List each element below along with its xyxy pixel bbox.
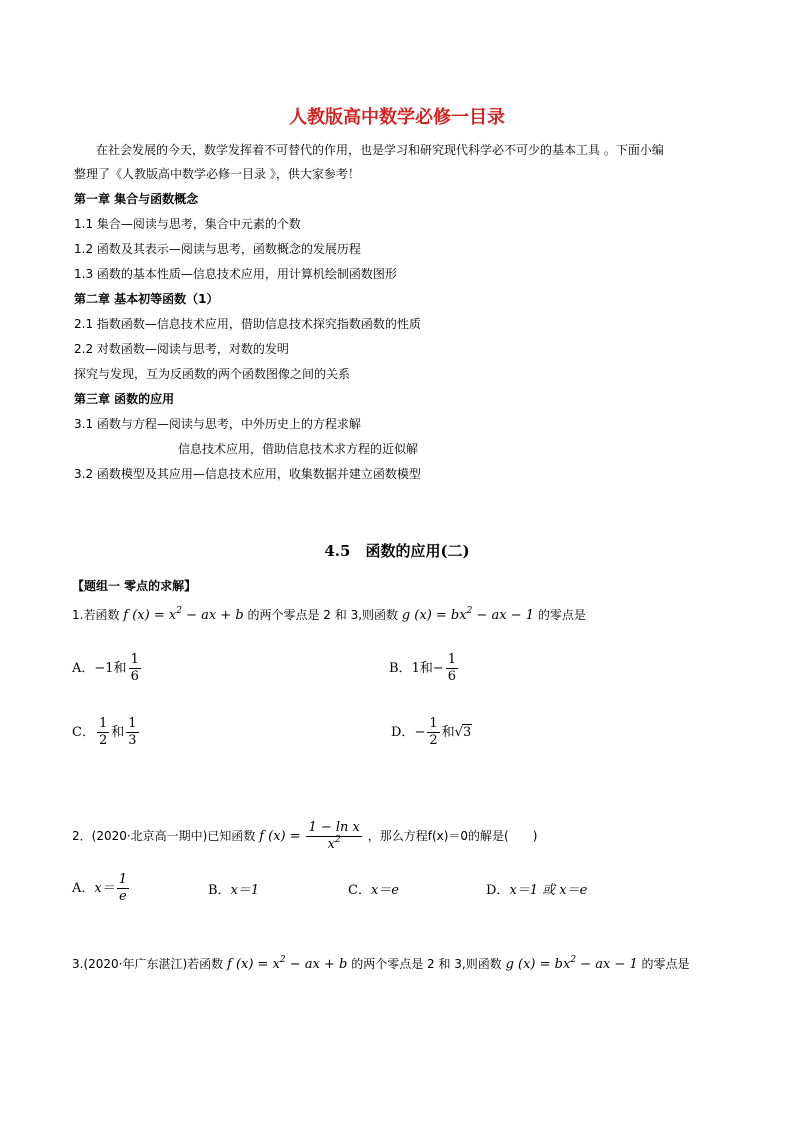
toc-item-1-1: 1.1 集合—阅读与思考，集合中元素的个数 bbox=[74, 217, 301, 231]
toc-item-3-2: 3.2 函数模型及其应用—信息技术应用，收集数据并建立函数模型 bbox=[74, 467, 421, 481]
q1-mid: 的两个零点是 2 和 3,则函数 bbox=[247, 608, 399, 622]
toc-item-3-1: 3.1 函数与方程—阅读与思考，中外历史上的方程求解 bbox=[74, 417, 361, 431]
q2-a-fraction: $\frac{1}{e}$ bbox=[118, 872, 128, 904]
toc-chapter-1: 第一章 集合与函数概念 bbox=[74, 192, 199, 206]
q1-g-formula: g $(x) = bx^2$ − ax − 1 bbox=[401, 606, 534, 623]
q2-option-d[interactable]: D．x＝1 或 x＝e bbox=[486, 883, 588, 898]
q2-suffix: ，那么方程f(x)＝0的解是( ) bbox=[367, 829, 538, 843]
q1-option-d[interactable]: D．− $\frac{1}{2}$ 和√3 bbox=[391, 716, 472, 748]
q1-suffix: 的零点是 bbox=[537, 608, 586, 622]
q3-prefix: 3.(2020·年广东湛江)若函数 bbox=[72, 957, 224, 971]
q1-c-fraction-1: $\frac{1}{2}$ bbox=[98, 716, 108, 748]
q2-f-lhs: f (x) = bbox=[259, 829, 301, 844]
question-1 bbox=[72, 606, 586, 625]
document-title: 人教版高中数学必修一目录 bbox=[289, 107, 505, 128]
group-heading: 【题组一 零点的求解】 bbox=[72, 579, 197, 593]
intro-line-2: 整理了《人教版高中数学必修一目录 》，供大家参考！ bbox=[74, 167, 360, 181]
q3-mid: 的两个零点是 2 和 3,则函数 bbox=[351, 957, 502, 971]
toc-chapter-2: 第二章 基本初等函数（1） bbox=[74, 292, 219, 306]
q1-c-fraction-2: $\frac{1}{3}$ bbox=[128, 716, 137, 748]
toc-item-2-2: 2.2 对数函数—阅读与思考，对数的发明 bbox=[74, 342, 289, 356]
toc-chapter-3: 第三章 函数的应用 bbox=[74, 392, 175, 406]
toc-item-3-1b: 信息技术应用，借助信息技术求方程的近似解 bbox=[178, 442, 419, 456]
q2-fraction: $\frac{\text{1 − ln x}}{x^2}$ bbox=[308, 820, 360, 852]
toc-item-1-3: 1.3 函数的基本性质—信息技术应用，用计算机绘制函数图形 bbox=[74, 267, 397, 281]
q1-b-fraction: $\frac{1}{6}$ bbox=[447, 652, 457, 684]
q1-d-fraction: $\frac{1}{2}$ bbox=[429, 716, 438, 748]
q3-g-formula: g $(x) = bx^2$ − ax − 1 bbox=[505, 955, 638, 972]
section-title: 4.5 函数的应用(二) bbox=[324, 542, 470, 560]
intro-line-1: 在社会发展的今天，数学发挥着不可替代的作用，也是学习和研究现代科学必不可少的基本工具 。下面小编 bbox=[96, 143, 664, 157]
q3-suffix: 的零点是 bbox=[641, 957, 690, 971]
q1-a-fraction: $\frac{1}{6}$ bbox=[130, 652, 139, 684]
q2-prefix: 2．(2020·北京高一期中)已知函数 bbox=[72, 829, 256, 843]
toc-item-2-extra: 探究与发现，互为反函数的两个函数图像之间的关系 bbox=[74, 367, 351, 381]
q2-option-a[interactable]: A．x＝ $\frac{1}{e}$ bbox=[72, 872, 128, 904]
question-2 bbox=[72, 820, 537, 853]
q3-f-formula: f $(x) = x^2$ − ax + b bbox=[227, 955, 348, 972]
q1-option-c[interactable]: C． $\frac{1}{2}$ 和 $\frac{1}{3}$ bbox=[72, 716, 137, 748]
toc-item-1-2: 1.2 函数及其表示—阅读与思考，函数概念的发展历程 bbox=[74, 242, 361, 256]
q2-option-b[interactable]: B．x＝1 bbox=[208, 883, 260, 898]
question-3 bbox=[72, 955, 690, 974]
q2-option-c[interactable]: C．x＝e bbox=[348, 883, 399, 898]
toc-item-2-1: 2.1 指数函数—信息技术应用，借助信息技术探究指数函数的性质 bbox=[74, 317, 421, 331]
q1-option-b[interactable]: B．1和− $\frac{1}{6}$ bbox=[389, 652, 457, 684]
q1-prefix: 1.若函数 bbox=[72, 608, 120, 622]
q1-f-formula: f $(x) = x^2$ − ax + b bbox=[123, 606, 244, 623]
sqrt-symbol: √ bbox=[454, 725, 463, 740]
q1-option-a[interactable]: A．−1和 $\frac{1}{6}$ bbox=[72, 652, 139, 684]
